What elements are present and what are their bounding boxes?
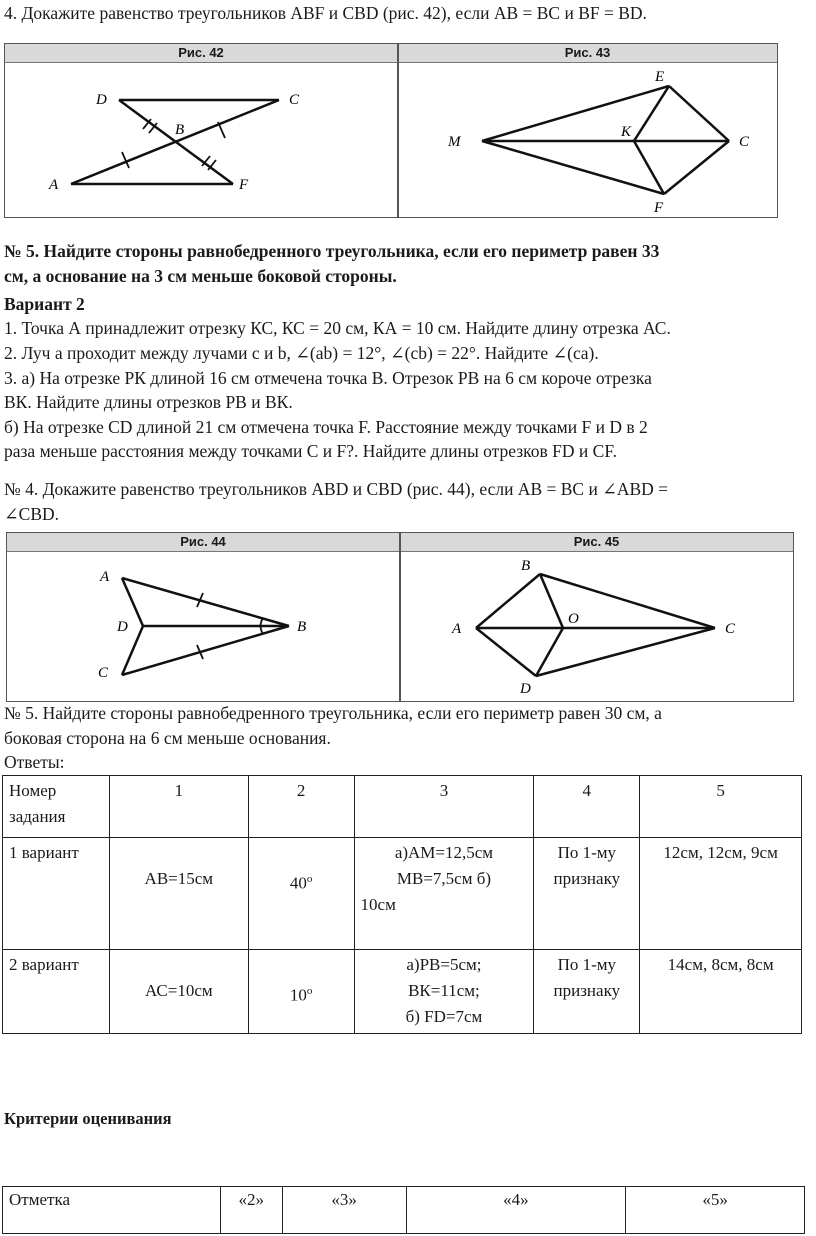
criteria-heading: Критерии оценивания [4,1109,172,1128]
fig42-drawing [5,62,397,216]
v2-task4-line2: ∠CBD. [4,504,60,524]
point-D: D [520,681,531,697]
point-B: B [297,619,307,635]
criteria-label: Отметка [3,1187,221,1234]
answer-cell [354,950,534,1034]
figures-top [4,43,778,218]
point-D: D [117,619,128,635]
v2-task3a-line1: 3. а) На отрезке РК длиной 16 см отмечена точка В. Отрезок РВ на 6 см короче отрезка [4,368,652,388]
point-A: A [49,177,59,193]
answer-line: 10см [360,895,396,914]
v2-task1: 1. Точка А принадлежит отрезку КС, КС = 20 см, КА = 10 см. Найдите длину отрезка АС. [4,318,671,338]
table-row [3,950,802,1034]
variant-cell: 2 вариант [3,950,110,1034]
point-D: D [96,92,107,108]
v2-task5-line1: № 5. Найдите стороны равнобедренного треугольника, если его периметр равен 30 см, а [4,703,662,723]
variant2-heading: Вариант 2 [4,294,85,314]
point-C: C [739,134,750,150]
v2-task3a-line2: ВК. Найдите длины отрезков РВ и ВК. [4,392,293,412]
v2-task4-line1: № 4. Докажите равенство треугольников ABD и CBD (рис. 44), если AB = BC и ∠ABD = [4,479,669,499]
answer-cell: АВ=15см [109,838,248,950]
point-B: B [521,558,531,574]
point-C: C [98,665,109,681]
answer-cell [248,950,354,1034]
fig43-drawing [398,62,777,216]
table-row [3,1187,805,1234]
answer-line: признаку [553,869,621,888]
answer-cell [354,838,534,950]
segment-MF [482,141,664,194]
answer-line: По 1-му [557,955,617,974]
fig45-drawing [400,551,793,701]
segment-CA [71,100,279,184]
task5-v1-line1: № 5. Найдите стороны равнобедренного треугольника, если его периметр равен 33 [4,241,660,261]
segment-FC [664,141,729,194]
grade-cell: «4» [406,1187,626,1234]
fig45-title: Рис. 45 [400,533,793,552]
point-O: O [568,611,579,627]
segment-DC [536,628,715,676]
answer-line: признаку [553,981,621,1000]
answer-cell: АС=10см [109,950,248,1034]
table-row [3,838,802,950]
point-M: M [448,134,461,150]
fig43-title: Рис. 43 [398,44,777,63]
degree-sign: o [306,985,313,997]
answer-line: б) FD=7см [405,1007,483,1026]
point-A: A [100,569,110,585]
v2-task2: 2. Луч a проходит между лучами c и b, ∠(ab) = 12°, ∠(cb) = 22°. Найдите ∠(ca). [4,343,599,363]
grade-cell: «5» [626,1187,805,1234]
header-cell: 2 [248,776,354,838]
fig42-title: Рис. 42 [5,44,397,63]
point-A: A [452,621,462,637]
point-C: C [289,92,300,108]
degree-sign: o [306,873,313,885]
table-header-row [3,776,802,838]
point-C: C [725,621,736,637]
v2-task3b-line2: раза меньше расстояния между точками C и F?. Найдите длины отрезков FD и CF. [4,441,618,461]
answer-value: 10 [289,985,307,1005]
figures-bottom [6,532,794,702]
segment-AB [122,578,289,626]
segment-AB [476,574,540,628]
answers-label: Ответы: [4,752,65,772]
answer-cell [534,950,640,1034]
answer-line: ВК=11см; [408,981,480,1000]
grade-cell: «2» [220,1187,282,1234]
point-F: F [654,200,664,216]
point-K: K [621,124,632,140]
task4-v1-text: 4. Докажите равенство треугольников ABF и CBD (рис. 42), если AB = BC и BF = BD. [4,3,647,23]
answers-table [2,775,802,1034]
v2-task3b-line1: б) На отрезке CD длиной 21 см отмечена точка F. Расстояние между точками F и D в 2 [4,417,648,437]
segment-EC [669,86,729,141]
answer-line: МВ=7,5см б) [396,869,492,888]
segment-ME [482,86,669,141]
point-B: B [175,122,185,138]
grade-cell: «3» [282,1187,406,1234]
answer-value: 40 [289,873,307,893]
segment-CB [122,626,289,675]
segment-BO [540,574,563,628]
header-cell: 1 [109,776,248,838]
header-cell: 4 [534,776,640,838]
fig44-title: Рис. 44 [7,533,399,552]
criteria-table [2,1186,805,1234]
v2-task5-line2: боковая сторона на 6 см меньше основания. [4,728,331,748]
answer-cell: 14см, 8см, 8см [640,950,802,1034]
answer-line: По 1-му [557,843,617,862]
answer-line: а)РВ=5см; [406,955,482,974]
fig44-drawing [7,551,399,701]
segment-BC [540,574,715,628]
point-F: F [239,177,249,193]
variant-cell: 1 вариант [3,838,110,950]
header-cell: 3 [354,776,534,838]
header-cell: Номер задания [3,776,110,838]
answer-cell [248,838,354,950]
answer-cell: 12см, 12см, 9см [640,838,802,950]
task5-v1-line2: см, а основание на 3 см меньше боковой стороны. [4,266,397,286]
segment-AD [476,628,536,676]
point-E: E [655,69,665,85]
answer-line: а)АМ=12,5см [394,843,494,862]
header-cell: 5 [640,776,802,838]
answer-cell [534,838,640,950]
